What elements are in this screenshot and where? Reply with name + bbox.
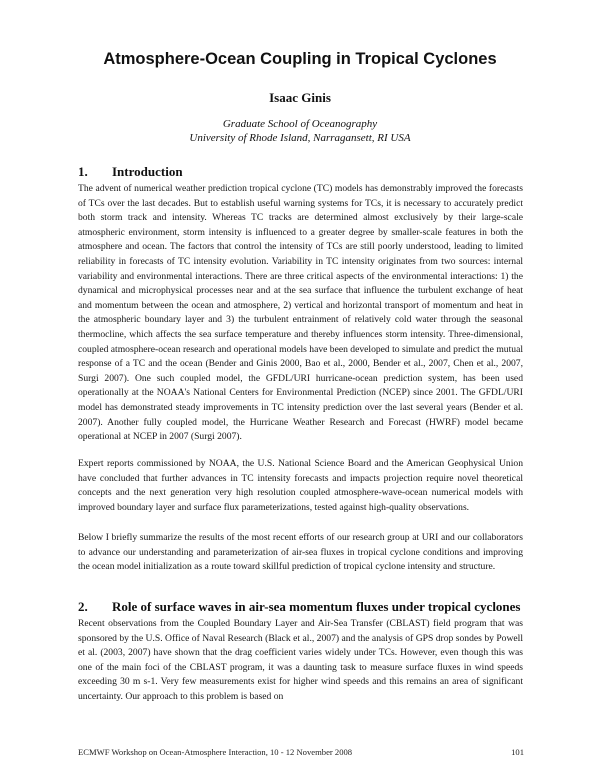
paragraph: Expert reports commissioned by NOAA, the U.S. National Science Board and the American Geophysical Union have concluded that further advances in TC intensity forecasts and impacts projection require novel theoretical concepts and the next generation very high resolution coupled atmosphere-wave-ocean numerical models with improved boundary layer and surface flux parameterizations, tested against high-quality observations.: [78, 458, 523, 513]
affiliation-department: Graduate School of Oceanography: [222, 118, 378, 130]
author-name: Isaac Ginis: [269, 90, 331, 105]
section-number: 1.: [78, 164, 88, 179]
section-title: Role of surface waves in air-sea momentum fluxes under tropical cyclones: [112, 599, 521, 614]
section-heading-surface-waves: [78, 599, 520, 615]
footer-workshop: ECMWF Workshop on Ocean-Atmosphere Interaction, 10 - 12 November 2008: [78, 747, 353, 757]
footer-page-number: 101: [511, 747, 524, 757]
paragraph: The advent of numerical weather prediction tropical cyclone (TC) models has demonstrably improved the forecasts of TCs over the last decades. But to establish useful warning systems for TCs, it is necessary to accurately predict both storm track and intensity. Whereas TC tracks are determined almost exclusively by their large-scale atmospheric environment, storm intensity is influenced to a greater degree by smaller-scale features in both the atmosphere and ocean. The factors that control the intensity of TCs are still poorly understood, leading to limited reliability in forecasts of TC intensity evolution. Variability in TC intensity originates from two sources: internal variability and environmental interactions. There are three critical aspects of the environmental interactions: 1) the dynamical and microphysical processes near and at the sea surface that influence the turbulent exchange of heat and momentum between the ocean and atmosphere, 2) vertical and horizontal transport of momentum and heat in the atmospheric boundary layer and 3) the turbulent entrainment of relatively cold water through the seasonal thermocline, which affects the sea surface temperature and thereby influences storm intensity. Three-dimensional, coupled atmosphere-ocean research and operational models have been developed to simulate and predict the mutual response of a TC and the ocean (Bender and Ginis 2000, Bao et al., 2000, Bender et al., 2007, Chen et al., 2007, Surgi 2007). One such coupled model, the GFDL/URI hurricane-ocean prediction system, has been used operationally at the NOAA's National Centers for Environmental Prediction (NCEP) since 2001. The GFDL/URI model has demonstrated steady improvements in TC intensity prediction over the last several years (Bender et al. 2007). Another fully coupled model, the Hurricane Weather Research and Forecast (HWRF) model became operational at NCEP in 2007 (Surgi 2007).: [78, 183, 523, 443]
section-title: Introduction: [112, 164, 183, 179]
section-number: 2.: [78, 599, 88, 614]
section-heading-introduction: [78, 164, 183, 180]
paragraph: Below I briefly summarize the results of the most recent efforts of our research group at URI and our collaborators to advance our understanding and parameterization of air-sea fluxes in tropical cyclone conditions and improving the ocean model initialization as a route toward skillful prediction of tropical cyclone intensity and structure.: [78, 532, 523, 573]
affiliation-institution: University of Rhode Island, Narragansett, RI USA: [189, 132, 411, 144]
paragraph: Recent observations from the Coupled Boundary Layer and Air-Sea Transfer (CBLAST) field program that was sponsored by the U.S. Office of Naval Research (Black et al., 2007) and the analysis of GPS drop sondes by Powell et al. (2003, 2007) have shown that the drag coefficient varies widely under TCs. However, even though this was one of the main foci of the CBLAST program, it was a daunting task to measure surface fluxes in wind speeds exceeding 30 m s-1. Very few measurements exist for higher wind speeds and this remains an area of significant uncertainty. Our approach to this problem is based on: [78, 618, 523, 702]
paper-title: Atmosphere-Ocean Coupling in Tropical Cyclones: [103, 50, 497, 68]
